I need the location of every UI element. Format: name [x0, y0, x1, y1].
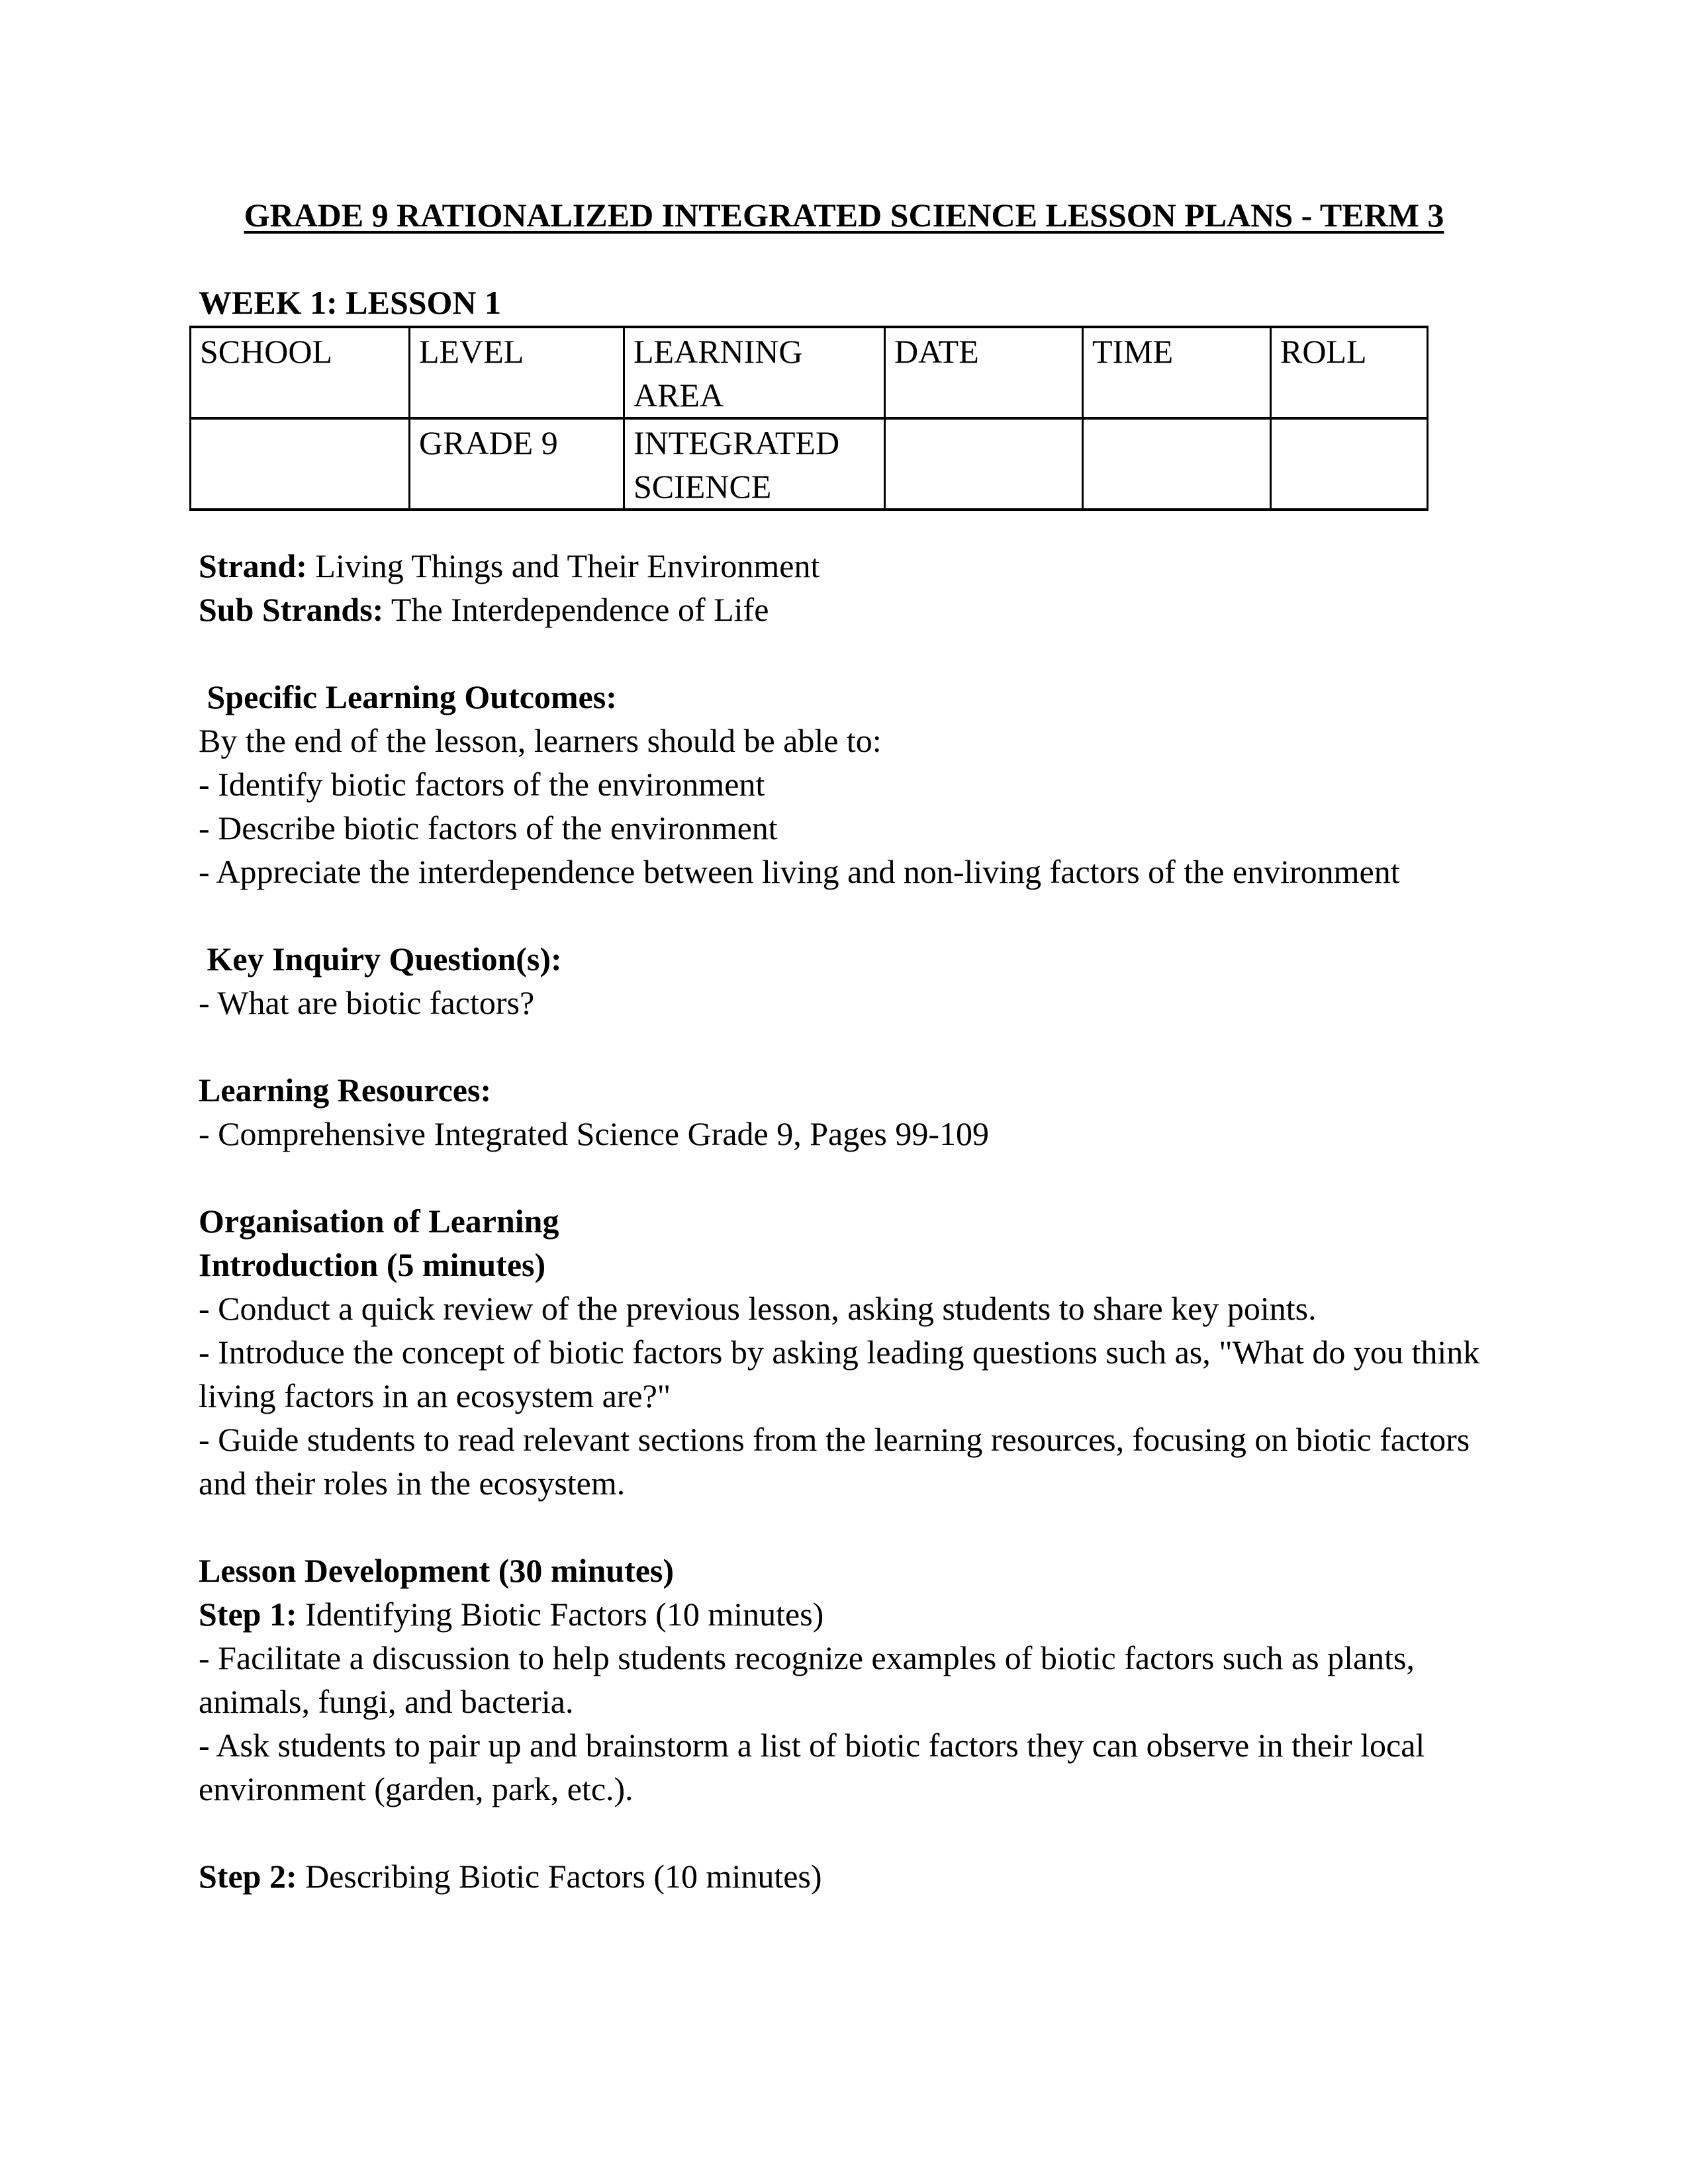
text-line [199, 1592, 1489, 1636]
text-line [199, 719, 1489, 762]
body-text: Living Things and Their Environment [306, 547, 820, 584]
table-cell [885, 418, 1083, 510]
table-header-cell: TIME [1083, 327, 1271, 418]
table-cell [1271, 418, 1428, 510]
text-line [199, 1330, 1489, 1418]
body-text: - Introduce the concept of biotic factors by asking leading questions such as, "What do you think living factors in an ecosystem are?" [199, 1334, 1488, 1414]
table-header-cell: LEVEL [410, 327, 624, 418]
paragraph-block [199, 1199, 1489, 1505]
text-line [199, 1243, 1489, 1287]
table-header-row [191, 327, 1428, 418]
paragraph-block [199, 1068, 1489, 1156]
table-header-cell: SCHOOL [191, 327, 410, 418]
text-line [199, 1112, 1489, 1156]
table-cell: INTEGRATED SCIENCE [624, 418, 885, 510]
text-line [199, 1287, 1489, 1330]
body-text: - Appreciate the interdependence between living and non-living factors of the environment [199, 853, 1400, 890]
bold-text: Strand: [199, 547, 307, 584]
bold-text: Organisation of Learning [199, 1203, 559, 1240]
text-line [199, 937, 1489, 981]
table-cell [191, 418, 410, 510]
body-text: - What are biotic factors? [199, 984, 535, 1021]
body-text: The Interdependence of Life [383, 591, 769, 628]
table-cell: GRADE 9 [410, 418, 624, 510]
text-line [199, 544, 1489, 588]
body-text: - Identify biotic factors of the environment [199, 766, 765, 803]
text-line [199, 1636, 1489, 1723]
body-text: - Comprehensive Integrated Science Grade 9, Pages 99-109 [199, 1115, 990, 1152]
bold-text: Key Inquiry Question(s): [199, 940, 562, 978]
paragraph-block [199, 675, 1489, 893]
paragraph-block [199, 937, 1489, 1024]
text-line [199, 1854, 1489, 1898]
text-line [199, 981, 1489, 1024]
text-line [199, 1549, 1489, 1592]
bold-text: Sub Strands: [199, 591, 384, 628]
table-cell [1083, 418, 1271, 510]
lesson-info-table [189, 326, 1429, 511]
body-text: - Guide students to read relevant sections from the learning resources, focusing on biotic factors and their roles in the ecosystem. [199, 1421, 1478, 1502]
bold-text: Lesson Development (30 minutes) [199, 1552, 675, 1589]
lesson-body [199, 544, 1489, 1898]
bold-text: Introduction (5 minutes) [199, 1246, 546, 1283]
text-line [199, 850, 1489, 893]
table-header-cell: DATE [885, 327, 1083, 418]
body-text: - Facilitate a discussion to help students recognize examples of biotic factors such as plants, animals, fungi, and bacteria. [199, 1639, 1423, 1720]
text-line [199, 762, 1489, 806]
document-title: GRADE 9 RATIONALIZED INTEGRATED SCIENCE LESSON PLANS - TERM 3 [244, 197, 1444, 234]
body-text: - Conduct a quick review of the previous lesson, asking students to share key points. [199, 1290, 1317, 1327]
text-line [199, 588, 1489, 631]
text-line [199, 675, 1489, 719]
text-line [199, 1199, 1489, 1243]
text-line [199, 1723, 1489, 1811]
body-text: By the end of the lesson, learners should be able to: [199, 722, 882, 759]
body-text: Identifying Biotic Factors (10 minutes) [297, 1596, 824, 1633]
body-text: - Ask students to pair up and brainstorm a list of biotic factors they can observe in their local environment (garden, park, etc.). [199, 1727, 1433, 1807]
table-header-cell: LEARNING AREA [624, 327, 885, 418]
table-data-row [191, 418, 1428, 510]
paragraph-block [199, 544, 1489, 631]
text-line [199, 1068, 1489, 1112]
bold-text: Step 1: [199, 1596, 297, 1633]
week-heading: WEEK 1: LESSON 1 [199, 284, 502, 321]
blank-line [199, 237, 1489, 281]
body-text: - Describe biotic factors of the environment [199, 809, 778, 846]
bold-text: Specific Learning Outcomes: [199, 678, 617, 715]
text-line [199, 1418, 1489, 1505]
paragraph-block [199, 1549, 1489, 1811]
bold-text: Learning Resources: [199, 1071, 492, 1109]
table-header-cell: ROLL [1271, 327, 1428, 418]
bold-text: Step 2: [199, 1858, 297, 1895]
body-text: Describing Biotic Factors (10 minutes) [297, 1858, 822, 1895]
paragraph-block [199, 1854, 1489, 1898]
text-line [199, 806, 1489, 850]
